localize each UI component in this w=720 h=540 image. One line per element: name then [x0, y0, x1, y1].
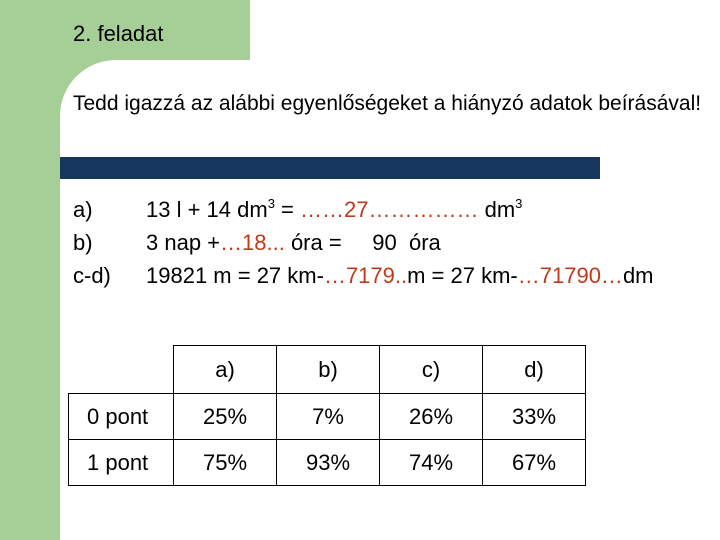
equation-text: dm — [622, 263, 654, 288]
task-label-a: a) — [73, 197, 93, 222]
task-label-cd: c-d) — [73, 263, 111, 288]
table-cell: 93% — [277, 440, 380, 486]
task-label-b: b) — [73, 230, 93, 255]
row-label: 0 pont — [69, 394, 174, 440]
table-cell: 26% — [380, 394, 483, 440]
equation-b — [146, 226, 654, 259]
table-header-row — [69, 346, 586, 394]
equation-text: = — [274, 197, 300, 222]
equation-text: 3 nap + — [146, 230, 221, 255]
table-cell: 75% — [174, 440, 277, 486]
slide-number: 2. feladat — [73, 21, 164, 46]
table-header-cell: a) — [174, 346, 277, 394]
equation-text: m = 27 km- — [407, 263, 518, 288]
equation-cd — [146, 259, 654, 292]
answer-text: …7179.. — [323, 263, 408, 288]
results-table — [68, 345, 586, 486]
equations — [146, 193, 654, 292]
equation-text: 19821 m = 27 km- — [146, 263, 324, 288]
table-header-cell: c) — [380, 346, 483, 394]
table-row — [69, 394, 586, 440]
table-cell: 74% — [380, 440, 483, 486]
table-cell: 67% — [483, 440, 586, 486]
task-labels — [73, 193, 111, 292]
left-green-bar — [0, 0, 60, 540]
equation-text: 13 l + 14 dm — [146, 197, 268, 222]
equation-a — [146, 193, 654, 226]
table-cell: 25% — [174, 394, 277, 440]
answer-text: ……27…………… — [300, 197, 479, 222]
table-header-cell: d) — [483, 346, 586, 394]
table-cell: 33% — [483, 394, 586, 440]
table-header-cell: b) — [277, 346, 380, 394]
row-label: 1 pont — [69, 440, 174, 486]
superscript: 3 — [267, 196, 275, 211]
divider-bar — [60, 157, 600, 179]
answer-text: …18... — [220, 230, 285, 255]
instruction-text: Tedd igazzá az alábbi egyenlőségeket a hiányzó adatok beírásával! — [73, 92, 702, 115]
table-cell: 7% — [277, 394, 380, 440]
table-corner-cell — [69, 346, 174, 394]
equation-text: dm — [478, 197, 516, 222]
table-row — [69, 440, 586, 486]
answer-text: …71790… — [517, 263, 623, 288]
superscript: 3 — [515, 196, 523, 211]
equation-text: óra = 90 óra — [284, 230, 441, 255]
